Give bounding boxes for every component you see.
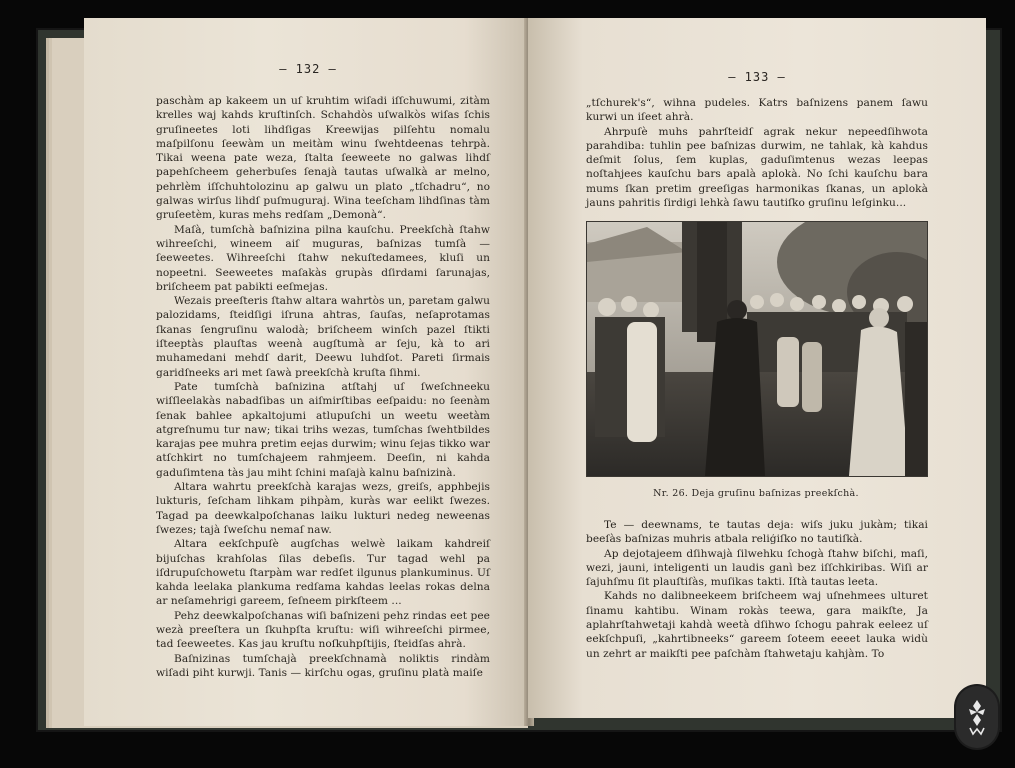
left-page-text <box>156 94 490 680</box>
paragraph: Kahds no dalibneekeem briſcheem waj uſnehmees ulturet ſinamu kahtibu. Winam rokàs teewa, gara maikſte, Ja aplahrſtahwetaji kahdà weetà dſihwo ſchogu pahrak eeleez uſ eekſchpuſi, „kahrtibneeks“ gareem ſoteem eeeet lauka widù un zehrt ar maikſti pee paſchàm ſtahwetaju kahjàm. To <box>586 590 928 660</box>
left-page <box>84 18 532 726</box>
paragraph: Maſà, tumſchà baſnizina pilna kauſchu. Preekſchà ſtahw wihreeſchi, wineem aiſ muguras, baſnizas tumſà — ſeeweetes. Wihreeſchi ſtahw nekuſtedamees, kluſi un nopeetni. Seeweetes maſakàs grupàs dſirdami ſarunajas, briſcheem pat pabikti eeſmejas. <box>156 223 490 293</box>
page-number-left: — 132 — <box>279 62 337 76</box>
paragraph: paschàm ap kakeem un uſ kruhtim wiſadi iſſchuwumi, zitàm krelles waj kahds kruſtinſch. Schahdòs uſwalkòs wiſas ſchis gruſineetes loti lihdſigas Kreewijas pilſehtu nomalu maſpilſonu ſeewàm un meitàm winu ſwehtdeenas tehrpà. Tikai weena pate weza, ſtalta ſeeweete no galwas lihdſ papehſcheem geherbuſes ſenajà tautas uſwalkà ar melno, pehrlèm iſſchuhtolozinu ap galwu un plato „tſchadru“, no galwas wirſus lihdſ puſmuguraj. Wina teeſcham lihdſinas tàm gruſeetèm, kuras mehs redſam „Demonà“. <box>156 95 490 222</box>
paragraph: Ahrpuſè muhs pahrſteidſ agrak nekur nepeedſihwota parahdiba: tuhlin pee baſnizas durwim, ne tahlak, kà kahdus deſmit ſolus, ſem kuplas, gaduſimtenus wezas leepas noſtahjees kauſchu bars apalà aplokà. No ſchi kauſchu bara mums ſkan pretim greeſigas harmonikas ſkanas, un aplokà jauns pahritis ſirdigi lehkà ſawu tautiſko gruſinu leſginku... <box>586 125 928 210</box>
right-page-text-top <box>586 96 928 210</box>
paragraph: Altara wahrtu preekſchà karajas wezs, greiſs, apphbejis lukturis, ſeſcham lihkam pihpàm, kuràs war eelikt ſwezes. Tagad pa deewkalpoſchanas laiku lukturi nedeg neweenas ſwezes; tajà ſweſchu nemaſ naw. <box>156 481 490 536</box>
photo-illustration <box>587 222 927 476</box>
dance-photograph <box>586 221 928 477</box>
paragraph: Wezais preeſteris ſtahw altara wahrtòs un, paretam galwu palozidams, ſteidſigi iſruna ahtras, ſauſas, neſaprotamas ſkanas ſengruſinu walodà; briſcheem winſch pazel ſtikti iſteeptàs plauſtas weenà augſtumà ar ſeju, kà to ari muhamedani mehdſ darit, Deewu luhdſot. Pareti ſirmais garidſneeks ari met ſawà preekſchà kruſta ſihmi. <box>156 295 490 379</box>
paragraph: Ap dejotajeem dſihwajà ſilwehku ſchogà ſtahw biſchi, maſi, wezi, jauni, inteligenti un laudis ganì bez iſſchkiribas. Wiſi ar ſajuhſmu ſit plauſtiſàs, muſikas takti. Iſtà tautas leeta. <box>586 547 928 589</box>
right-page-text-bottom <box>586 518 928 661</box>
right-page <box>528 18 986 718</box>
watermark-logo <box>956 686 998 748</box>
paragraph: „tſchurek's“, wihna pudeles. Katrs baſnizens panem ſawu kurwi un iſeet ahrà. <box>586 97 928 124</box>
paragraph: Pehz deewkalpoſchanas wiſi baſnizeni pehz rindas eet pee wezà preeſtera un ſkuhpſta kruſtu: wiſi wihreeſchi pirmee, tad ſeeweetes. Kas jau kruſtu noſkuhpſtijis, ſteidſas ahrà. <box>156 609 490 651</box>
leaf-logo-icon <box>961 698 993 736</box>
page-number-right: — 133 — <box>728 70 786 84</box>
paragraph: Pate tumſchà baſnizina atſtahj uſ ſweſchneeku wiſſleelakàs nabadſibas un aiſmirſtibas eeſpaidu: no ſeenàm ſenak bahlee apkaltojumi atlupuſchi un weetu weetàm atgreſnumu tur naw; tikai trihs wezas, tumſchas ſwehtbildes karajas pee muhra pretim eejas durwim; winu ſejas tikko war atſchkirt no tumſchajeem rahmjeem. Deeſin, ni kahda gaduſimtena tàs jau miht ſchini maſajà kalnu baſnizinà. <box>156 380 490 479</box>
paragraph: Altara eekſchpuſè augſchas welwè laikam kahdreiſ bijuſchas krahſolas ſilas debeſis. Tur tagad wehl pa iſdrupuſchowetu ſtarpàm war redſet ilgunus plankuminus. Uſ kahda leelaka plankuma redſama kahdas leelas rokas delna ar neſamehrigi gareem, ſeſneem pirkſteem ... <box>156 538 490 608</box>
photo-caption: Nr. 26. Deja gruſinu baſnizas preekſchà. <box>653 488 859 499</box>
paragraph: Baſnizinas tumſchajà preekſchnamà noliktis rindàm wiſadi piht kurwji. Tanis — kirſchu ogas, gruſinu platà maiſe <box>156 652 490 679</box>
paragraph: Te — deewnams, te tautas deja: wiſs juku jukàm; tikai beeſàs baſnizas muhris atbala reliģiſko no tautiſkà. <box>586 519 928 546</box>
